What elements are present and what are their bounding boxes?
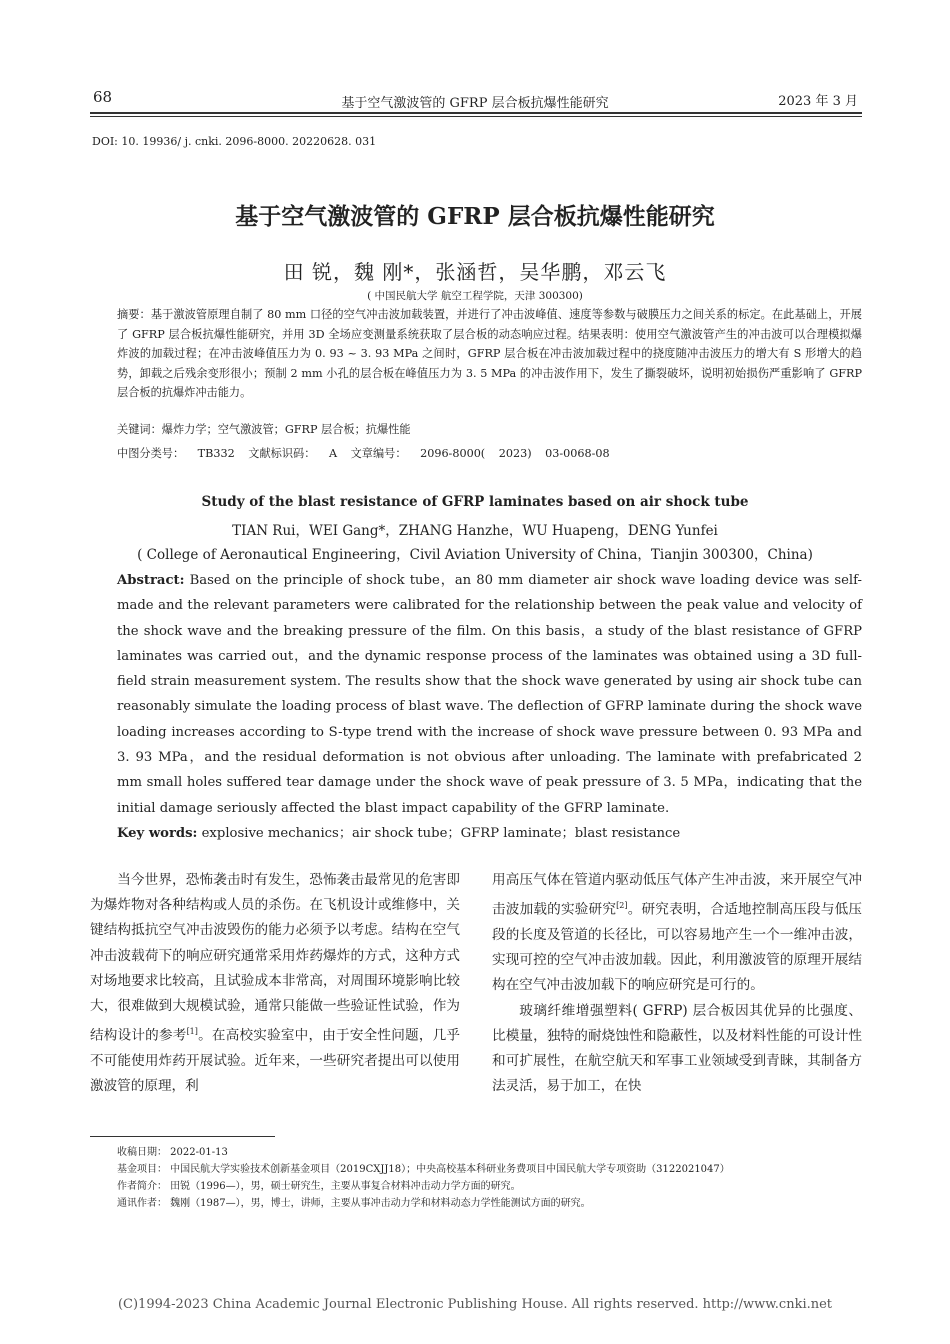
keywords-en-text: explosive mechanics；air shock tube；GFRP laminate；blast resistance (197, 826, 681, 841)
authors-cn: 田 锐，魏 刚*，张涵哲，吴华鹏，邓云飞 (283, 260, 667, 284)
abstract-en (117, 568, 862, 821)
keywords-cn-text: 爆炸力学；空气激波管；GFRP 层合板；抗爆性能 (161, 423, 411, 436)
paragraph: 用高压气体在管道内驱动低压气体产生冲击波，来开展空气冲击波加载的实验研究[2]。研究表明，合适地控制高压段与低压段的长度及管道的长径比，可以容易地产生一个一维冲击波，实现可控的空气冲击波加载。因此，利用激波管的原理开展结构在空气冲击波加载下的响应研究是可行的。 (492, 872, 863, 994)
citation[interactable]: [2] (616, 901, 628, 911)
keywords-en (117, 822, 680, 841)
title-en: Study of the blast resistance of GFRP laminates based on air shock tube (201, 494, 749, 510)
header-rule-thin (90, 116, 862, 117)
abstract-cn-text: 基于激波管原理自制了 80 mm 口径的空气冲击波加载装置，并进行了冲击波峰值、速度等参数与破膜压力之间关系的标定。在此基础上，开展了 GFRP 层合板抗爆性能研究，并用 3D 全场应变测量系统获取了层合板的动态响应过程。结果表明：使用空气激波管产生的冲击波可以合理模拟爆炸波的加载过程；在冲击波峰值压力为 0. 93 ~ 3. 93 MPa 之间时，GFRP 层合板在冲击波加载过程中的挠度随冲击波压力的增大有 S 形增大的趋势，卸载之后残余变形很小；预制 2 mm 小孔的层合板在峰值压力为 3. 5 MPa 的冲击波作用下，发生了撕裂破坏，说明初始损伤严重影响了 GFRP 层合板的抗爆炸冲击能力。 (117, 308, 862, 399)
authors-en: TIAN Rui，WEI Gang*，ZHANG Hanzhe，WU Huapeng，DENG Yunfei (232, 523, 718, 539)
affiliation-en: ( College of Aeronautical Engineering，Civil Aviation University of China，Tianjin 300300，China) (137, 547, 813, 563)
body-column-right (492, 868, 862, 1099)
affiliation-cn: ( 中国民航大学 航空工程学院，天津 300300) (367, 290, 583, 302)
classification-cn: 中图分类号： TB332 文献标识码： A 文章编号： 2096-8000( 2023) 03-0068-08 (117, 447, 610, 460)
keywords-cn-label: 关键词： (117, 423, 162, 436)
keywords-cn (117, 421, 411, 437)
paragraph: 当今世界，恐怖袭击时有发生，恐怖袭击最常见的危害即为爆炸物对各种结构或人员的杀伤。在飞机设计或维修中，关键结构抵抗空气冲击波毁伤的能力必须予以考虑。结构在空气冲击波载荷下的响应研究通常采用炸药爆炸的方式，这种方式对场地要求比较高，且试验成本非常高，对周围环境影响比较大，很难做到大规模试验，通常只能做一些验证性试验，作为结构设计的参考[1]。在高校实验室中，由于安全性问题，几乎不可能使用炸药开展试验。近年来，一些研究者提出可以使用激波管的原理，利 (90, 872, 460, 1095)
footnote-author: 作者简介： 田锐（1996—），男，硕士研究生，主要从事复合材料冲击动力学方面的研究。 (117, 1181, 521, 1192)
keywords-en-label: Key words: (117, 826, 198, 841)
paragraph: 玻璃纤维增强塑料( GFRP) 层合板因其优异的比强度、比模量，独特的耐烧蚀性和隐蔽性，以及材料性能的可设计性和可扩展性，在航空航天和军事工业领域受到青睐，其制备方法灵活，易于加工，在快 (492, 1002, 862, 1095)
abstract-cn-label: 摘要： (117, 308, 151, 321)
copyright-footer: (C)1994-2023 China Academic Journal Electronic Publishing House. All rights reserved. http://www.cnki.net (117, 1297, 833, 1312)
footnote-received: 收稿日期： 2022-01-13 (117, 1147, 228, 1158)
title-cn: 基于空气激波管的 GFRP 层合板抗爆性能研究 (235, 203, 715, 230)
abstract-en-text: Based on the principle of shock tube，an 80 mm diameter air shock wave loading device was self-made and the relevant parameters were calibrated for the relationship between the peak value and velocity of the shock wave and the breaking pressure of the film. On this basis，a study of the blast resistance of GFRP laminates was carried out，and the dynamic response process of the laminates was obtained using a 3D full-field strain measurement system. The results show that the shock wave generated by using air shock tube can reasonably simulate the loading process of blast wave. The deflection of GFRP laminate during the shock wave loading increases according to S-type trend with the increase of shock wave pressure between 0. 93 MPa and 3. 93 MPa，and the residual deformation is not obvious after unloading. The laminate with prefabricated 2 mm small holes suffered tear damage under the shock wave of peak pressure of 3. 5 MPa，indicating that the initial damage seriously affected the blast impact capability of the GFRP laminate. (117, 573, 862, 816)
issue-date: 2023 年 3 月 (778, 94, 858, 109)
page-number: 68 (93, 88, 113, 106)
running-title: 基于空气激波管的 GFRP 层合板抗爆性能研究 (341, 96, 609, 111)
abstract-en-label: Abstract: (117, 573, 185, 588)
footnote-corresponding: 通讯作者： 魏刚（1987—），男，博士，讲师，主要从事冲击动力学和材料动态力学性能测试方面的研究。 (117, 1198, 591, 1209)
footnote-funding: 基金项目： 中国民航大学实验技术创新基金项目（2019CXJJ18）；中央高校基本科研业务费项目中国民航大学专项资助（3122021047） (117, 1164, 730, 1175)
abstract-cn (117, 305, 862, 403)
body-column-left (90, 868, 460, 1099)
doi: DOI: 10. 19936/ j. cnki. 2096-8000. 20220628. 031 (92, 135, 377, 148)
citation[interactable]: [1] (186, 1027, 198, 1037)
footnote-rule (90, 1136, 275, 1137)
header-rule (90, 112, 862, 114)
footnotes (117, 1144, 877, 1212)
